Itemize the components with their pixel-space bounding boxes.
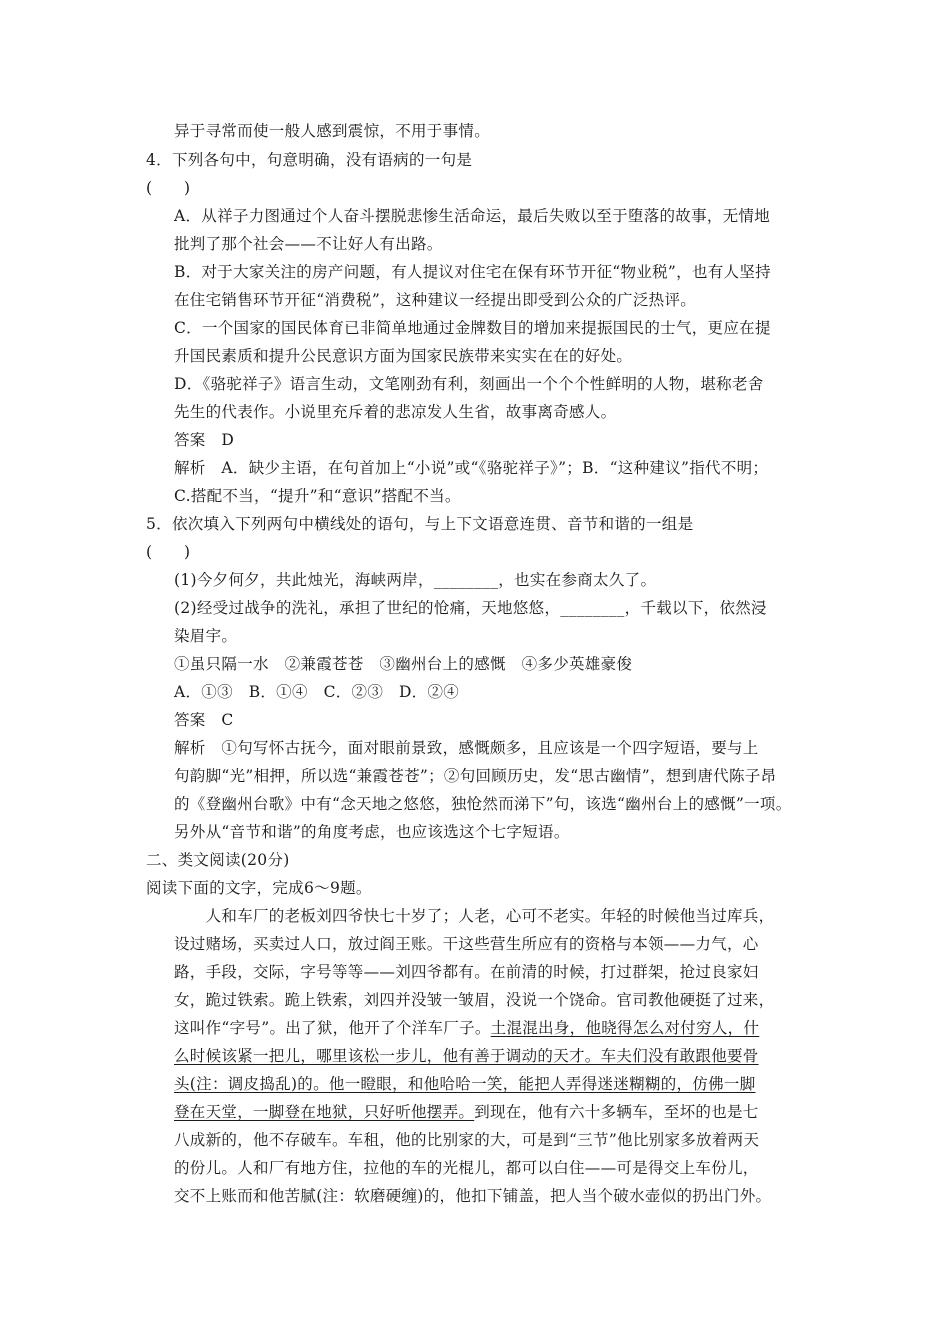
option-b-line: 在住宅销售环节开征“消费税”，这种建议一经提出即受到公众的广泛热评。 xyxy=(174,291,697,309)
passage-line: 八成新的，他不存破车。车租，他的比别家的大，可是到“三节”他比别家多放着两天 xyxy=(174,1131,760,1149)
choice-list: ①虽只隔一水 ②兼霞苍苍 ③幽州台上的感慨 ④多少英雄豪俊 xyxy=(174,655,633,673)
question-5-stem: 5．依次填入下列两句中横线处的语句，与上下文语意连贯、音节和谐的一组是 xyxy=(146,515,694,533)
explanation-line: 另外从“音节和谐”的角度考虑，也应该选这个七字短语。 xyxy=(174,823,570,841)
option-c-line: C．一个国家的国民体育已非简单地通过金牌数目的增加来提振国民的士气，更应在提 xyxy=(174,319,771,337)
explanation-line: 解析 ①句写怀古抚今，面对眼前景致，感慨颇多，且应该是一个四字短语，要与上 xyxy=(174,739,759,757)
explanation-line: C.搭配不当，“提升”和“意识”搭配不当。 xyxy=(174,487,461,505)
passage-text: 这叫作“字号”。出了狱，他开了个洋车厂子。 xyxy=(174,1019,491,1037)
explanation-line: 解析 A．缺少主语，在句首加上“小说”或“《骆驼祥子》”；B．“这种建议”指代不明； xyxy=(174,459,769,477)
section-heading: 二、类文阅读(20分) xyxy=(146,851,290,869)
option-a-line: A．从祥子力图通过个人奋斗摆脱悲惨生活命运，最后失败以至于堕落的故事，无情地 xyxy=(174,207,771,225)
text-line: 异于寻常而使一般人感到震惊，不用于事情。 xyxy=(174,122,491,140)
underlined-passage-line: 头(注：调皮捣乱)的。他一瞪眼，和他哈哈一笑，能把人弄得迷迷糊糊的，仿佛一脚 xyxy=(174,1075,756,1093)
passage-line: 设过赌场，买卖过人口，放过阎王账。干这些营生所应有的资格与本领——力气，心 xyxy=(174,935,759,953)
sentence-1: (1)今夕何夕，共此烛光，海峡两岸，________，也实在参商太久了。 xyxy=(174,571,657,589)
sentence-2: (2)经受过战争的洗礼，承担了世纪的怆痛，天地悠悠，________，千载以下，依然浸 xyxy=(174,599,767,617)
passage-line: 交不上账而和他苦腻(注：软磨硬缠)的，他扣下铺盖，把人当个破水壶似的扔出门外。 xyxy=(174,1187,772,1205)
underlined-passage: 登在天堂，一脚登在地狱，只好听他摆弄。 xyxy=(174,1103,475,1121)
option-a-line: 批判了那个社会——不让好人有出路。 xyxy=(174,235,443,253)
reading-instruction: 阅读下面的文字，完成6～9题。 xyxy=(146,879,372,897)
option-c-line: 升国民素质和提升公民意识方面为国家民族带来实实在在的好处。 xyxy=(174,347,633,365)
passage-line xyxy=(174,1018,759,1038)
passage-text: 到现在，他有六十多辆车，至坏的也是七 xyxy=(474,1103,759,1121)
option-b-line: B．对于大家关注的房产问题，有人提议对住宅在保有环节开征“物业税”，也有人坚持 xyxy=(174,263,771,281)
option-d-line: D．《骆驼祥子》语言生动，文笔刚劲有利，刻画出一个个个性鲜明的人物，堪称老舍 xyxy=(174,375,764,393)
sentence-2: 染眉宇。 xyxy=(174,627,238,645)
option-d-line: 先生的代表作。小说里充斥着的悲凉发人生省，故事离奇感人。 xyxy=(174,403,617,421)
underlined-passage-line: 么时候该紧一把儿，哪里该松一步儿，他有善于调动的天才。车夫们没有敢跟他要骨 xyxy=(174,1047,759,1065)
underlined-passage: 土混混出身，他晓得怎么对付穷人，什 xyxy=(490,1019,760,1037)
answer-blank: ( ) xyxy=(146,179,191,197)
passage-line xyxy=(174,1102,759,1122)
answer-blank: ( ) xyxy=(146,543,191,561)
answer-label: 答案 D xyxy=(174,431,235,449)
answer-label: 答案 C xyxy=(174,711,234,729)
option-list: A．①③ B．①④ C．②③ D．②④ xyxy=(174,683,460,701)
explanation-line: 的《登幽州台歌》中有“念天地之悠悠，独怆然而涕下”句，该选“幽州台上的感慨”一项。 xyxy=(174,795,792,813)
explanation-line: 句韵脚“光”相押，所以选“兼霞苍苍”；②句回顾历史，发“思古幽情”，想到唐代陈子昂 xyxy=(174,767,777,785)
question-4-stem: 4．下列各句中，句意明确，没有语病的一句是 xyxy=(146,151,473,169)
passage-line: 路，手段，交际，字号等等——刘四爷都有。在前清的时候，打过群架，抢过良家妇 xyxy=(174,963,759,981)
passage-line: 人和车厂的老板刘四爷快七十岁了；人老，心可不老实。年轻的时候他当过库兵， xyxy=(174,907,775,925)
passage-line: 的份儿。人和厂有地方住，拉他的车的光棍儿，都可以白住——可是得交上车份儿， xyxy=(174,1159,759,1177)
passage-line: 女，跪过铁索。跪上铁索，刘四并没皱一皱眉，没说一个饶命。官司教他硬挺了过来， xyxy=(174,991,775,1009)
